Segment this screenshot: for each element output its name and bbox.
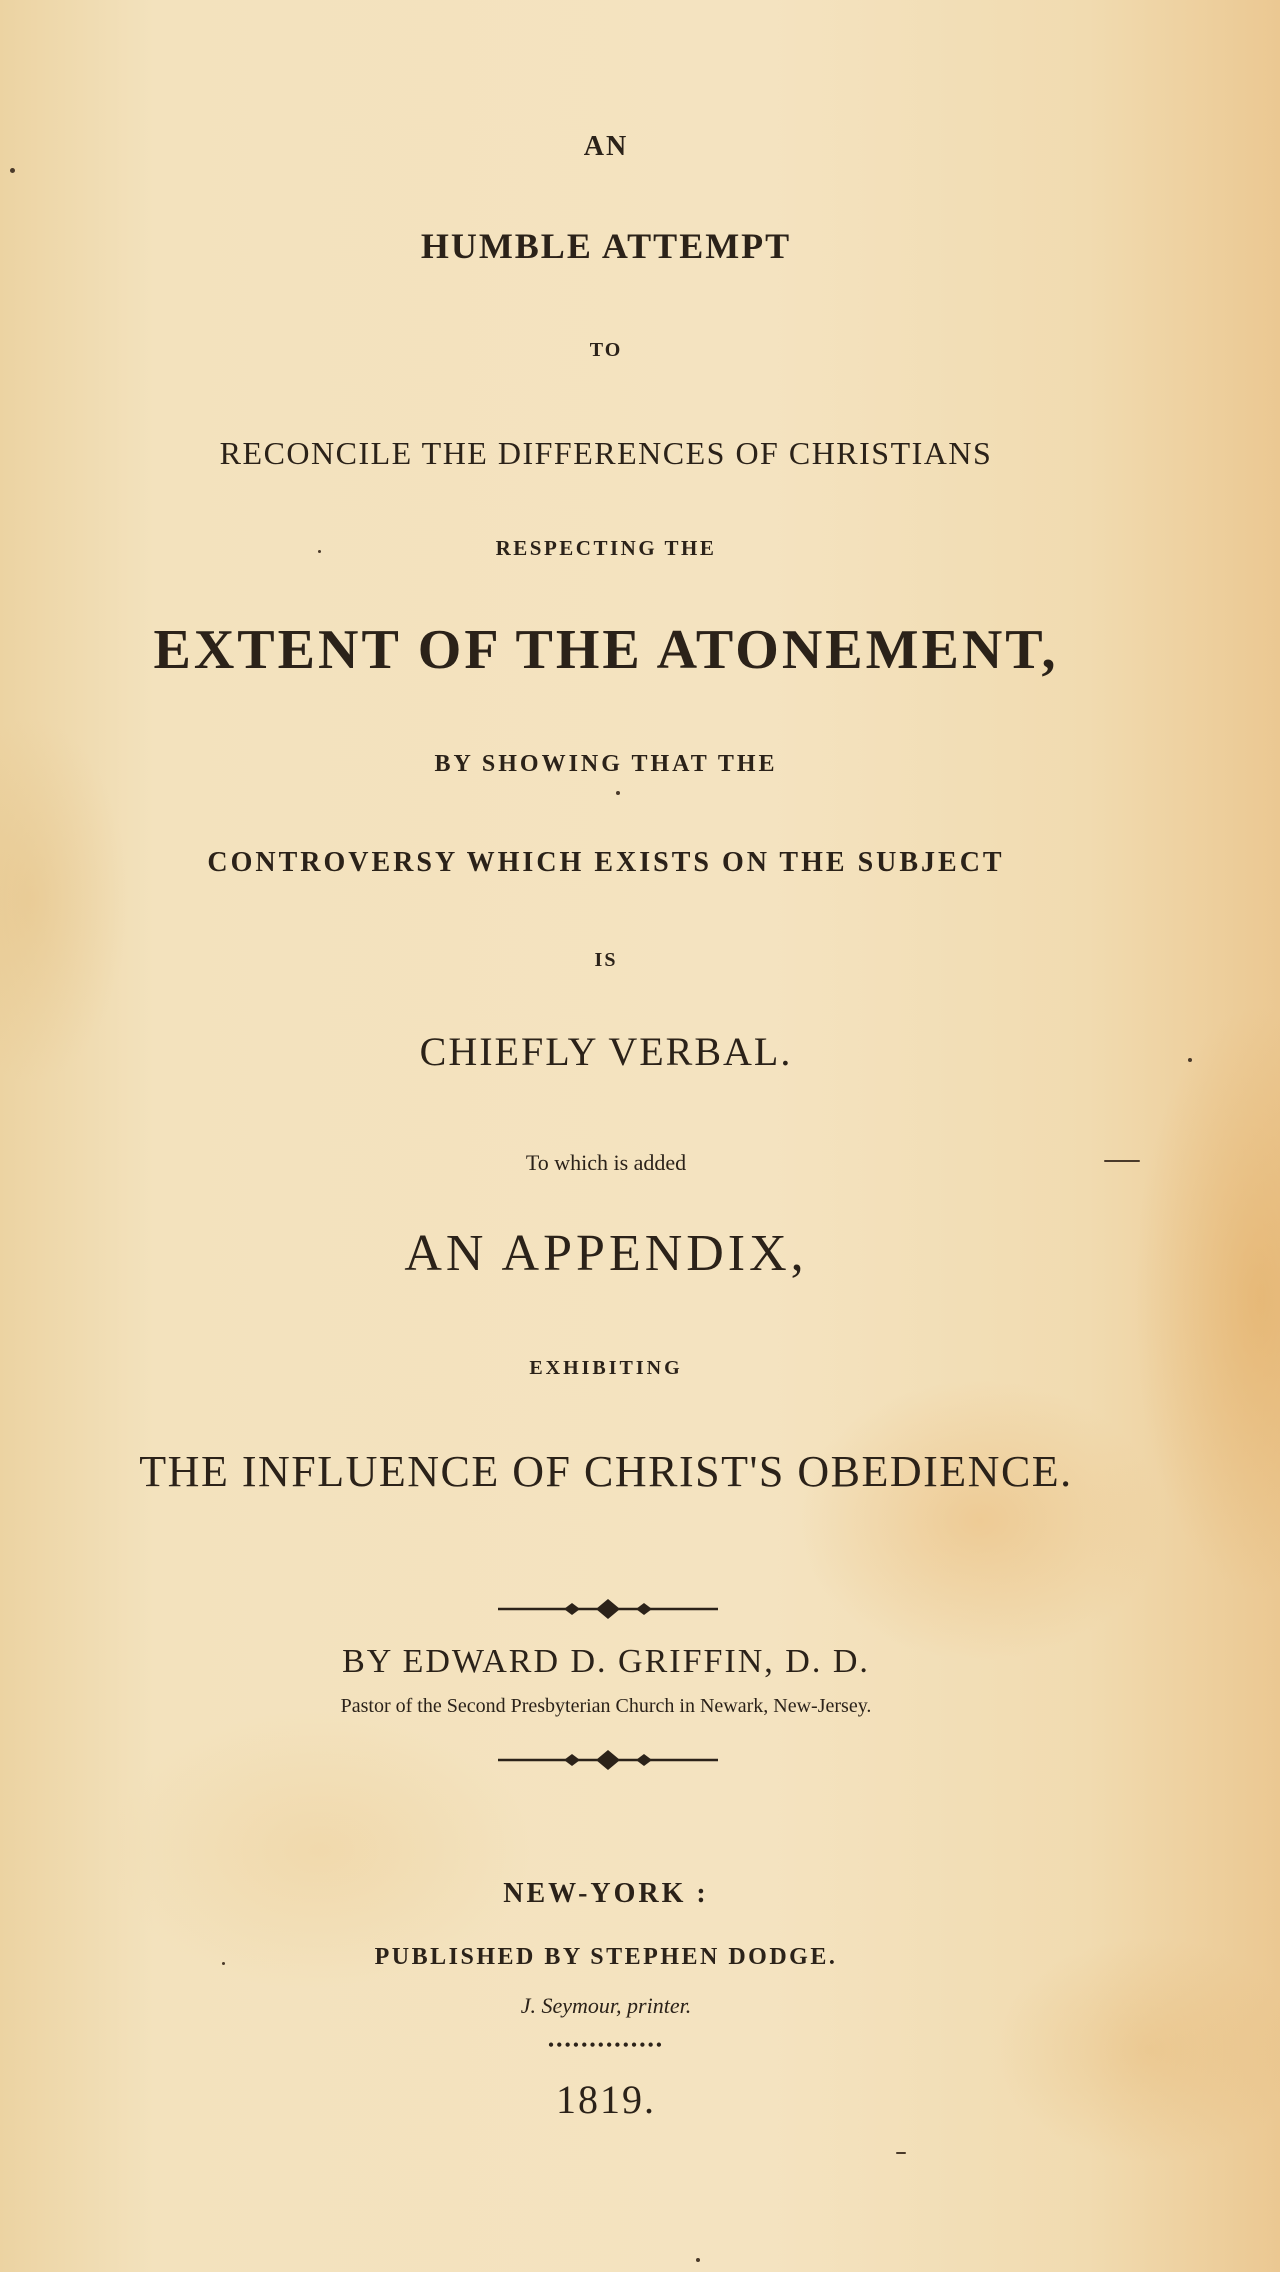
title-by-showing-line: BY SHOWING THAT THE <box>434 751 778 777</box>
paper-speck <box>222 1962 225 1965</box>
paper-speck <box>696 2258 700 2262</box>
imprint-printer: J. Seymour, printer. <box>520 1993 692 2018</box>
title-controversy-line: CONTROVERSY WHICH EXISTS ON THE SUBJECT <box>207 847 1005 878</box>
title-word-is: IS <box>594 949 618 971</box>
title-chiefly-verbal: CHIEFLY VERBAL. <box>419 1029 793 1074</box>
title-word-to: TO <box>589 339 623 361</box>
imprint-year: 1819. <box>556 2077 656 2122</box>
title-appendix-heading: AN APPENDIX, <box>404 1225 808 1282</box>
title-word-an: AN <box>583 131 629 162</box>
author-line: BY EDWARD D. GRIFFIN, D. D. <box>342 1643 870 1680</box>
title-influence-line: THE INFLUENCE OF CHRIST'S OBEDIENCE. <box>139 1447 1073 1496</box>
title-reconcile-line: RECONCILE THE DIFFERENCES OF CHRISTIANS <box>219 435 993 471</box>
ornament-rule-bottom <box>496 1748 720 1772</box>
imprint-place: NEW-YORK : <box>503 1878 709 1909</box>
title-exhibiting-line: EXHIBITING <box>529 1357 683 1379</box>
title-to-which-added: To which is added <box>525 1150 687 1175</box>
paper-speck <box>896 2152 906 2154</box>
imprint-publisher: PUBLISHED BY STEPHEN DODGE. <box>374 1944 838 1970</box>
paper-speck <box>1188 1058 1192 1062</box>
paper-speck <box>616 791 620 795</box>
author-position: Pastor of the Second Presbyterian Church in Newark, New-Jersey. <box>340 1695 872 1717</box>
title-main-heading: EXTENT OF THE ATONEMENT, <box>153 619 1059 681</box>
paper-speck <box>1104 1160 1140 1162</box>
paper-speck <box>10 168 15 173</box>
ornament-rule-top <box>496 1597 720 1621</box>
title-respecting-line: RESPECTING THE <box>495 536 717 560</box>
paper-speck <box>318 550 321 553</box>
imprint-dotted-rule: •••••••••••••• <box>547 2035 665 2055</box>
title-humble-attempt: HUMBLE ATTEMPT <box>420 226 792 266</box>
